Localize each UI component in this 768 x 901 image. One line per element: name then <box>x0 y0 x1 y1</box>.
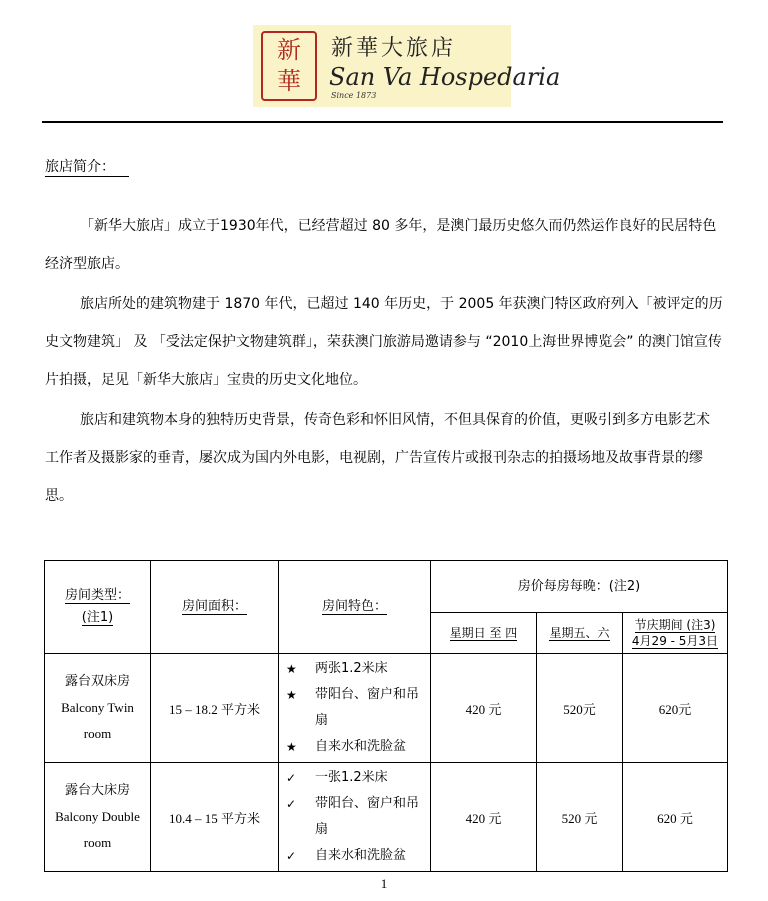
features-cell <box>279 654 431 763</box>
star-bullet-icon: ★ <box>286 740 297 754</box>
seal-char-2: 華 <box>277 67 301 95</box>
price-holiday-cell: 620元 <box>623 654 728 763</box>
intro-paragraph-3: 旅店和建筑物本身的独特历史背景，传奇色彩和怀旧风情，不但具保育的价值，更吸引到多方电影艺术工作者及摄影家的垂青，屡次成为国内外电影，电视剧，广告宣传片或报刊杂志的拍摄场地及故事背景的缪思。 <box>45 412 710 504</box>
price-fri-sat-cell: 520 元 <box>537 763 623 872</box>
room-type-cell: 露台双床房 Balcony Twin room <box>45 654 151 763</box>
area-cell: 10.4 – 15 平方米 <box>151 763 279 872</box>
header-price-group: 房价每房每晚：(注2) <box>431 561 728 613</box>
header-features: 房间特色： <box>279 561 431 654</box>
seal-char-1: 新 <box>277 36 301 64</box>
feature-item: ✓ 一张1.2米床 <box>279 765 430 791</box>
feature-item: ✓ 自来水和洗脸盆 <box>279 843 430 869</box>
price-holiday-cell: 620 元 <box>623 763 728 872</box>
check-bullet-icon: ✓ <box>286 771 297 785</box>
header-fri-sat: 星期五、六 <box>537 613 623 654</box>
feature-item: ★ 带阳台、窗户和吊扇 <box>279 682 430 734</box>
features-cell <box>279 763 431 872</box>
header-area: 房间面积： <box>151 561 279 654</box>
feature-item: ✓ 带阳台、窗户和吊扇 <box>279 791 430 843</box>
feature-item: ★ 自来水和洗脸盆 <box>279 734 430 760</box>
logo-since-year: Since 1873 <box>331 91 377 100</box>
section-heading: 旅店简介： <box>45 158 129 177</box>
room-type-cell: 露台大床房 Balcony Double room <box>45 763 151 872</box>
header-sun-thu: 星期日 至 四 <box>431 613 537 654</box>
header-rule <box>42 121 723 123</box>
header-room-type: 房间类型： (注1) <box>45 561 151 654</box>
check-bullet-icon: ✓ <box>286 849 297 863</box>
check-bullet-icon: ✓ <box>286 797 297 811</box>
area-cell: 15 – 18.2 平方米 <box>151 654 279 763</box>
header-holiday: 节庆期间 (注3) 4月29 - 5月3日 <box>623 613 728 654</box>
logo-english-name: San Va Hospedaria <box>329 63 561 91</box>
price-fri-sat-cell: 520元 <box>537 654 623 763</box>
hotel-logo <box>253 25 561 107</box>
star-bullet-icon: ★ <box>286 662 297 676</box>
price-sun-thu-cell: 420 元 <box>431 763 537 872</box>
price-sun-thu-cell: 420 元 <box>431 654 537 763</box>
table-row <box>45 654 728 763</box>
page-number: 1 <box>380 876 388 891</box>
seal-stamp <box>261 31 317 101</box>
logo-chinese-name: 新華大旅店 <box>331 36 457 61</box>
table-row <box>45 763 728 872</box>
star-bullet-icon: ★ <box>286 688 297 702</box>
table-header-row <box>45 561 728 613</box>
intro-paragraph-1: 「新华大旅店」成立于1930年代，已经营超过 80 多年，是澳门最历史悠久而仍然运作良好的民居特色经济型旅店。 <box>45 218 717 272</box>
room-rates-table <box>44 560 728 872</box>
feature-item: ★ 两张1.2米床 <box>279 656 430 682</box>
intro-paragraph-2: 旅店所处的建筑物建于 1870 年代，已超过 140 年历史，于 2005 年获澳门特区政府列入「被评定的历史文物建筑」 及 「受法定保护文物建筑群」，荣获澳门旅游局邀请参与 “2010上海世界博览会” 的澳门馆宣传片拍摄，足见「新华大旅店」宝贵的历史文化地位。 <box>45 296 723 388</box>
